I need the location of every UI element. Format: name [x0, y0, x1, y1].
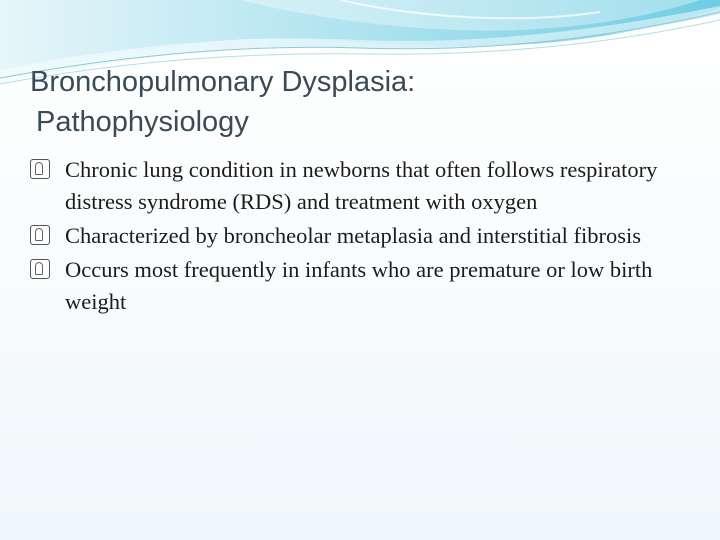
bullet-item: [30, 154, 702, 218]
slide-title-line-2: Pathophysiology: [36, 106, 249, 138]
bullet-text: Characterized by broncheolar metaplasia and interstitial fibrosis: [65, 223, 642, 248]
bullet-item: [30, 254, 702, 318]
bullet-text: Occurs most frequently in infants who are premature or low birth weight: [65, 257, 653, 314]
bullet-item: [30, 220, 702, 252]
bullet-list: [30, 154, 702, 320]
slide-title-line-1: Bronchopulmonary Dysplasia:: [30, 66, 416, 98]
missing-glyph-icon: [30, 225, 50, 245]
bullet-text: Chronic lung condition in newborns that often follows respiratory distress syndrome (RDS) and treatment with oxygen: [65, 157, 658, 214]
missing-glyph-icon: [30, 159, 50, 179]
slide-title: [30, 62, 415, 142]
missing-glyph-icon: [30, 259, 50, 279]
